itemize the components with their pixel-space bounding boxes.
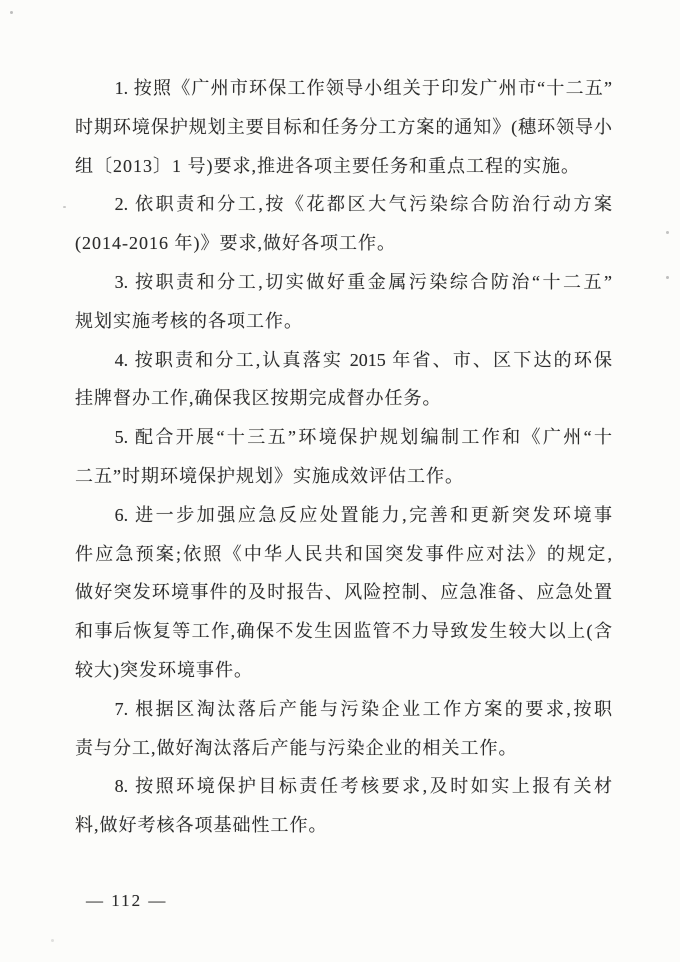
text-line: 时期环境保护规划主要目标和任务分工方案的通知》(穗环领导小	[75, 116, 612, 137]
paragraph	[75, 185, 612, 263]
scan-speck	[666, 231, 669, 234]
text-line: 规划实施考核的各项工作。	[75, 310, 303, 331]
text-line: (2014-2016 年)》要求,做好各项工作。	[75, 233, 396, 254]
text-line: 1. 按照《广州市环保工作领导小组关于印发广州市“十二五”	[114, 78, 612, 98]
text-line: 6. 进一步加强应急反应处置能力,完善和更新突发环境事	[114, 504, 612, 525]
text-line: 3. 按职责和分工,切实做好重金属污染综合防治“十二五”	[114, 271, 612, 292]
text-line: 件应急预案;依照《中华人民共和国突发事件应对法》的规定,	[75, 543, 612, 564]
paragraph	[75, 767, 612, 845]
paragraph	[75, 69, 612, 185]
scan-speck	[666, 276, 669, 279]
text-line: 料,做好考核各项基础性工作。	[75, 815, 328, 836]
text-line: 挂牌督办工作,确保我区按期完成督办任务。	[75, 388, 442, 409]
text-line: 7. 根据区淘汰落后产能与污染企业工作方案的要求,按职	[114, 698, 612, 719]
text-line: 做好突发环境事件的及时报告、风险控制、应急准备、应急处置	[75, 582, 612, 603]
document-body	[75, 69, 612, 845]
scan-speck	[10, 11, 13, 14]
paragraph	[75, 263, 612, 341]
paragraph	[75, 341, 612, 419]
text-line: 4. 按职责和分工,认真落实 2015 年省、市、区下达的环保	[114, 349, 612, 370]
paragraph	[75, 690, 612, 768]
page-number: — 112 —	[86, 891, 168, 910]
text-line: 责与分工,做好淘汰落后产能与污染企业的相关工作。	[75, 737, 518, 758]
text-line: 组〔2013〕1 号)要求,推进各项主要任务和重点工程的实施。	[75, 155, 580, 176]
text-line: 较大)突发环境事件。	[75, 659, 253, 680]
text-line: 和事后恢复等工作,确保不发生因监管不力导致发生较大以上(含	[75, 621, 612, 642]
paragraph	[75, 496, 612, 690]
text-line: 8. 按照环境保护目标责任考核要求,及时如实上报有关材	[114, 776, 612, 797]
scan-speck	[51, 939, 54, 942]
text-line: 5. 配合开展“十三五”环境保护规划编制工作和《广州“十	[114, 427, 612, 448]
scan-speck	[63, 206, 66, 208]
paragraph	[75, 418, 612, 496]
text-line: 2. 依职责和分工,按《花都区大气污染综合防治行动方案	[114, 194, 612, 215]
text-line: 二五”时期环境保护规划》实施成效评估工作。	[75, 465, 464, 486]
